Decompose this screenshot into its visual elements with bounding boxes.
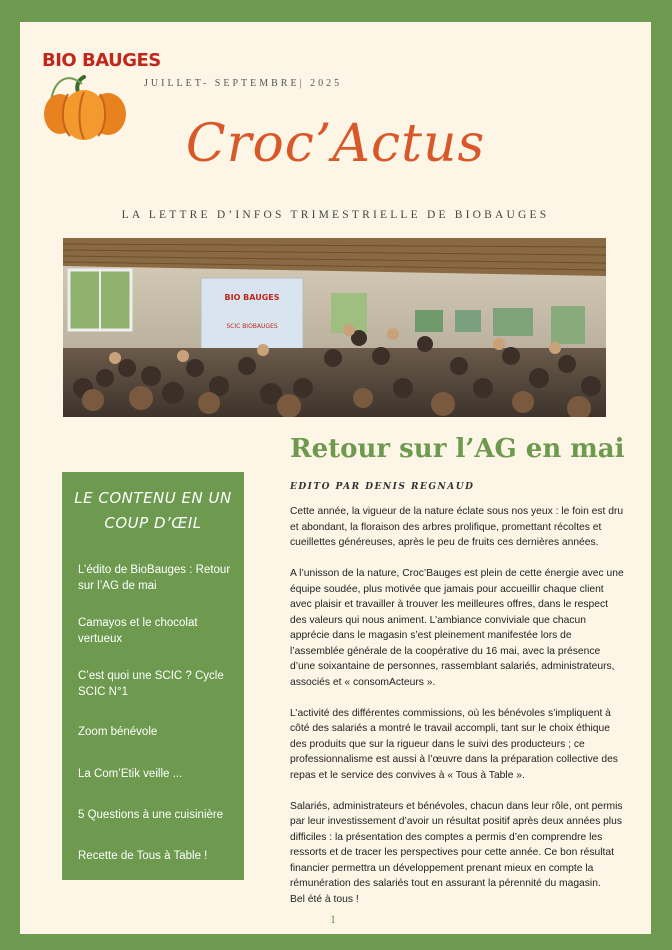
article-paragraph: A l’unisson de la nature, Croc’Bauges est plein de cette énergie avec une équipe soudée, plus motivée que jamais pour accueillir chaque client avec plaisir et travailler à trouver les meilleures offres, dans le respect des valeurs qui nous animent. L’ambiance conviviale que chacun apprécie dans le magasin s’est pleinement manifestée lors de l’assemblée générale de la coopérative du 16 mai, avec la présence d’une soixantaine de personnes, rassemblant salariés, administrateurs, associés et « consomActeurs ».: [290, 568, 624, 688]
toc-item-edito[interactable]: L’édito de BioBauges : Retour sur l’AG de mai: [78, 564, 231, 592]
article-title: Retour sur l’AG en mai: [290, 434, 625, 464]
toc-item-zoom-benevole[interactable]: Zoom bénévole: [78, 726, 158, 738]
toc-item-scic[interactable]: C’est quoi une SCIC ? Cycle SCIC N°1: [78, 670, 224, 698]
toc-item-camayos[interactable]: Camayos et le chocolat vertueux: [78, 617, 198, 645]
article-paragraph: Cette année, la vigueur de la nature éclate sous nos yeux : le foin est dru et abondant, la floraison des arbres prolifique, promettant récoltes et cueillettes généreuses, après le peu de fruits ces dernières années.: [290, 506, 624, 548]
toc-item-5-questions[interactable]: 5 Questions à une cuisinière: [78, 809, 224, 821]
page-number: 1: [330, 912, 336, 926]
toc-title: LE CONTENU EN UN COUP D’ŒIL: [74, 489, 232, 532]
article-paragraph: L’activité des différentes commissions, où les bénévoles s’impliquent à côté des salariés a montré le travail accompli, tant sur le choix éthique des produits que sur la rigueur dans le suivi des producteurs ; ce professionnalisme est aussi à l’œuvre dans la préparation collective des repas et le service des convives à « Tous à Table ».: [290, 707, 618, 781]
screen-caption: SCIC BIOBAUGES: [226, 323, 278, 330]
issue-date: JUILLET- SEPTEMBRE| 2025: [144, 78, 343, 89]
newsletter-page: [20, 22, 651, 934]
article-body: [290, 504, 626, 907]
logo-text: BIO BAUGES: [42, 50, 161, 71]
screen-logo-text: BIO BAUGES: [224, 293, 280, 302]
toc-item-cometik[interactable]: La Com’Etik veille ...: [78, 768, 183, 780]
article-byline: EDITO PAR DENIS REGNAUD: [290, 482, 475, 492]
toc-item-recette[interactable]: Recette de Tous à Table !: [78, 850, 208, 862]
table-of-contents: [62, 472, 244, 880]
newsletter-title: Croc’Actus: [185, 114, 486, 174]
newsletter-subtitle: LA LETTRE D’INFOS TRIMESTRIELLE DE BIOBAUGES: [121, 209, 550, 221]
article-paragraph: Salariés, administrateurs et bénévoles, chacun dans leur rôle, ont permis par leur investissement d’avoir un résultat positif après deux années plus difficiles : la présentation des comptes a permis d’en comprendre les ressorts et de tracer les perspectives pour cette année. Ce bon résultat financier permettra un développement prenant mieux en compte la rémunération des salariés tout en assurant la pérennité du magasin.: [290, 800, 623, 889]
assembly-photo: [63, 238, 606, 417]
article-closing: Bel été à tous !: [290, 893, 359, 905]
